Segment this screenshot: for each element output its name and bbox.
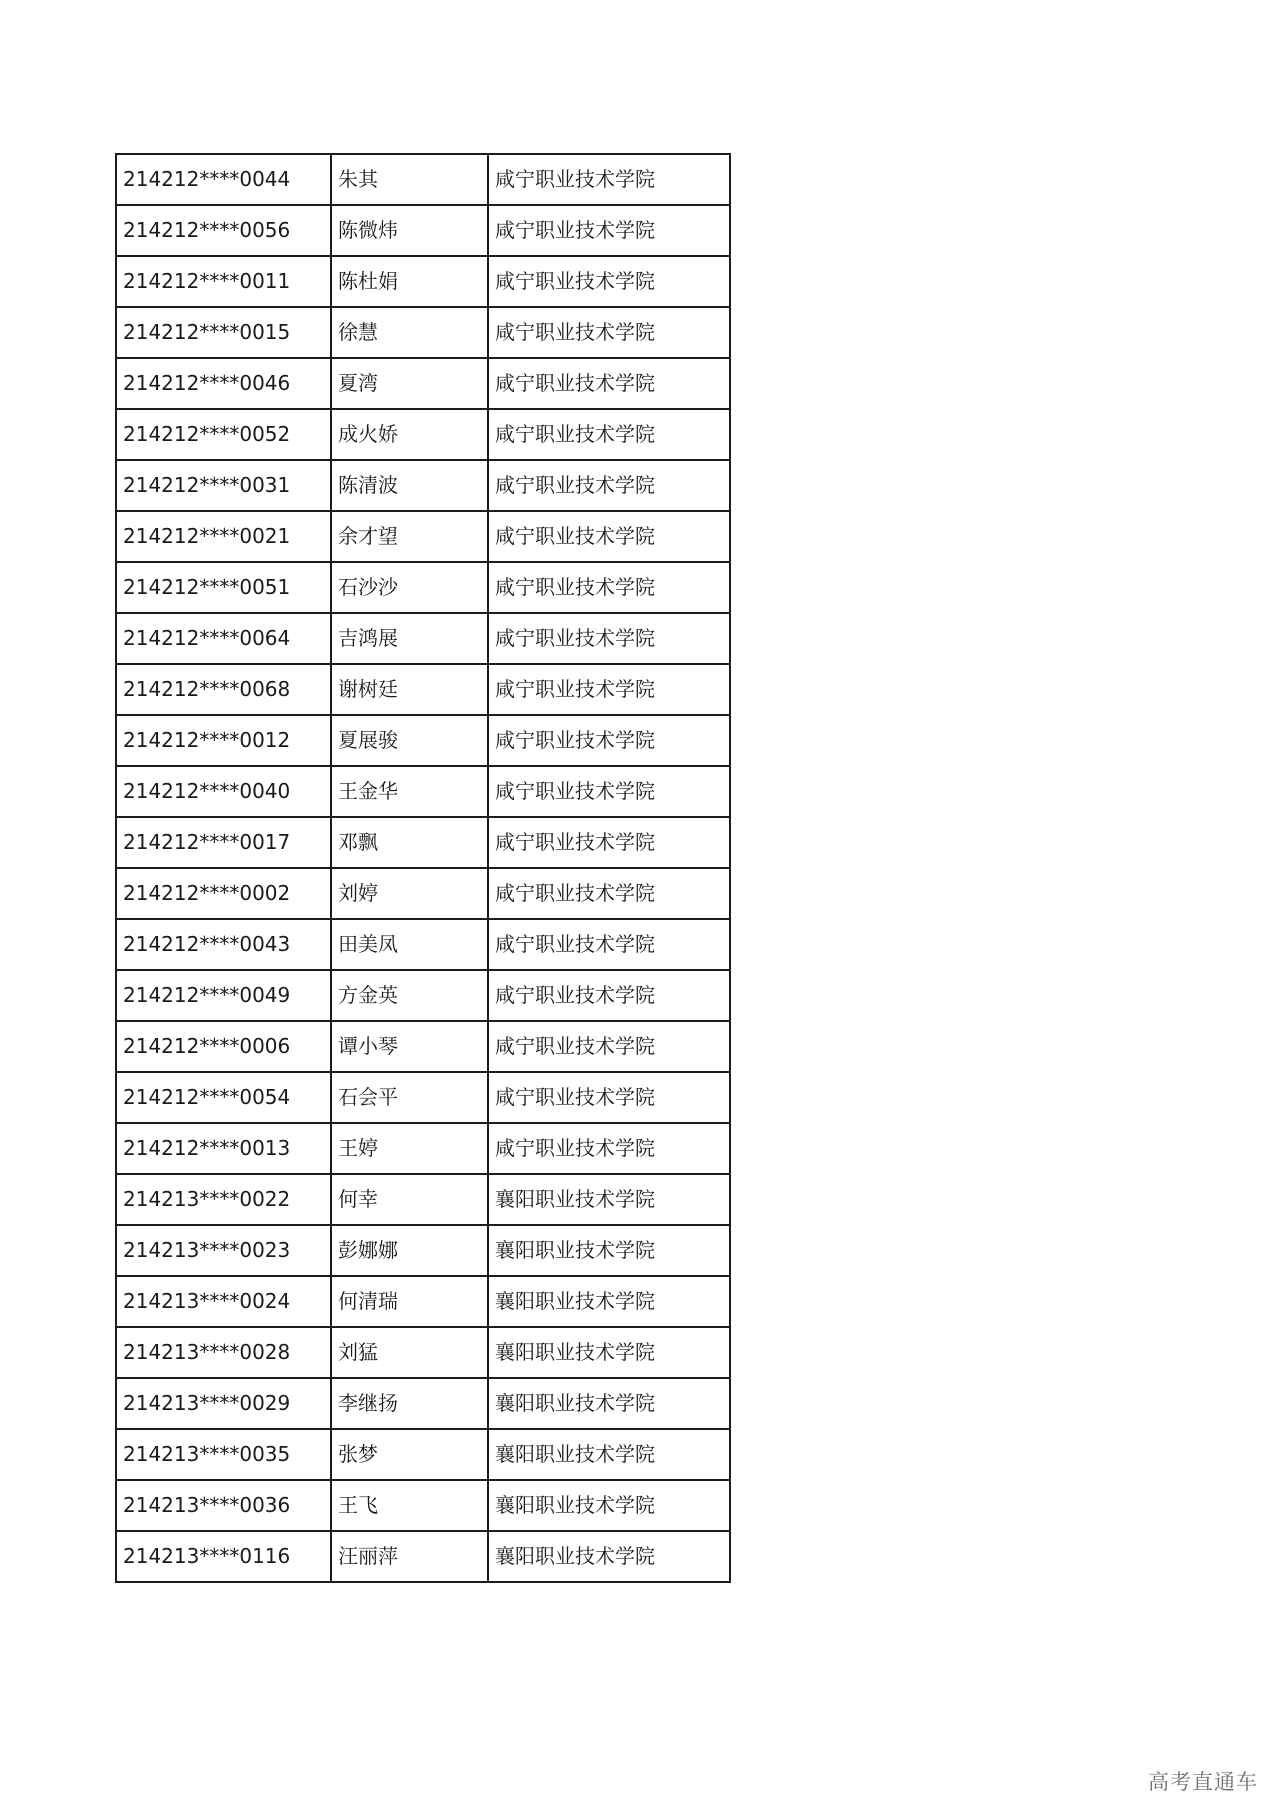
exam-number-cell: 214212****0002 <box>116 868 331 919</box>
exam-number-cell: 214213****0022 <box>116 1174 331 1225</box>
school-name-cell: 咸宁职业技术学院 <box>488 715 730 766</box>
table-row <box>116 919 730 970</box>
table-row <box>116 1276 730 1327</box>
exam-number-cell: 214212****0017 <box>116 817 331 868</box>
exam-number-cell: 214212****0052 <box>116 409 331 460</box>
school-name-cell: 襄阳职业技术学院 <box>488 1327 730 1378</box>
school-name-cell: 咸宁职业技术学院 <box>488 919 730 970</box>
exam-number-cell: 214212****0031 <box>116 460 331 511</box>
admission-list-body <box>116 154 730 1582</box>
student-name-cell: 陈杜娟 <box>331 256 488 307</box>
student-name-cell: 夏湾 <box>331 358 488 409</box>
school-name-cell: 咸宁职业技术学院 <box>488 409 730 460</box>
table-row <box>116 1327 730 1378</box>
school-name-cell: 襄阳职业技术学院 <box>488 1174 730 1225</box>
exam-number-cell: 214212****0051 <box>116 562 331 613</box>
table-row <box>116 766 730 817</box>
exam-number-cell: 214212****0049 <box>116 970 331 1021</box>
student-name-cell: 汪丽萍 <box>331 1531 488 1582</box>
table-row <box>116 511 730 562</box>
exam-number-cell: 214212****0006 <box>116 1021 331 1072</box>
student-name-cell: 田美凤 <box>331 919 488 970</box>
table-row <box>116 664 730 715</box>
exam-number-cell: 214212****0046 <box>116 358 331 409</box>
school-name-cell: 襄阳职业技术学院 <box>488 1378 730 1429</box>
student-name-cell: 王婷 <box>331 1123 488 1174</box>
exam-number-cell: 214213****0036 <box>116 1480 331 1531</box>
school-name-cell: 咸宁职业技术学院 <box>488 256 730 307</box>
table-row <box>116 1429 730 1480</box>
student-name-cell: 张梦 <box>331 1429 488 1480</box>
exam-number-cell: 214212****0040 <box>116 766 331 817</box>
exam-number-cell: 214212****0064 <box>116 613 331 664</box>
table-row <box>116 1378 730 1429</box>
student-name-cell: 李继扬 <box>331 1378 488 1429</box>
student-name-cell: 彭娜娜 <box>331 1225 488 1276</box>
table-row <box>116 1531 730 1582</box>
student-name-cell: 朱其 <box>331 154 488 205</box>
exam-number-cell: 214212****0054 <box>116 1072 331 1123</box>
exam-number-cell: 214212****0043 <box>116 919 331 970</box>
school-name-cell: 襄阳职业技术学院 <box>488 1276 730 1327</box>
student-name-cell: 谭小琴 <box>331 1021 488 1072</box>
table-row <box>116 868 730 919</box>
school-name-cell: 襄阳职业技术学院 <box>488 1225 730 1276</box>
exam-number-cell: 214213****0024 <box>116 1276 331 1327</box>
table-row <box>116 460 730 511</box>
school-name-cell: 咸宁职业技术学院 <box>488 205 730 256</box>
student-name-cell: 邓飘 <box>331 817 488 868</box>
admission-list-table <box>115 153 731 1583</box>
student-name-cell: 夏展骏 <box>331 715 488 766</box>
school-name-cell: 襄阳职业技术学院 <box>488 1429 730 1480</box>
school-name-cell: 咸宁职业技术学院 <box>488 562 730 613</box>
school-name-cell: 咸宁职业技术学院 <box>488 664 730 715</box>
school-name-cell: 咸宁职业技术学院 <box>488 1123 730 1174</box>
table-row <box>116 154 730 205</box>
exam-number-cell: 214213****0029 <box>116 1378 331 1429</box>
table-row <box>116 1174 730 1225</box>
student-name-cell: 石沙沙 <box>331 562 488 613</box>
exam-number-cell: 214212****0068 <box>116 664 331 715</box>
student-name-cell: 王飞 <box>331 1480 488 1531</box>
table-row <box>116 613 730 664</box>
school-name-cell: 咸宁职业技术学院 <box>488 1021 730 1072</box>
student-name-cell: 陈清波 <box>331 460 488 511</box>
student-name-cell: 方金英 <box>331 970 488 1021</box>
exam-number-cell: 214212****0011 <box>116 256 331 307</box>
watermark: 高考直通车 <box>1148 1770 1258 1794</box>
table-row <box>116 256 730 307</box>
school-name-cell: 襄阳职业技术学院 <box>488 1531 730 1582</box>
student-name-cell: 谢树廷 <box>331 664 488 715</box>
exam-number-cell: 214212****0012 <box>116 715 331 766</box>
school-name-cell: 咸宁职业技术学院 <box>488 154 730 205</box>
school-name-cell: 咸宁职业技术学院 <box>488 358 730 409</box>
exam-number-cell: 214212****0044 <box>116 154 331 205</box>
table-row <box>116 1123 730 1174</box>
school-name-cell: 襄阳职业技术学院 <box>488 1480 730 1531</box>
exam-number-cell: 214212****0013 <box>116 1123 331 1174</box>
student-name-cell: 何清瑞 <box>331 1276 488 1327</box>
table-row <box>116 1021 730 1072</box>
exam-number-cell: 214213****0116 <box>116 1531 331 1582</box>
exam-number-cell: 214213****0028 <box>116 1327 331 1378</box>
exam-number-cell: 214213****0023 <box>116 1225 331 1276</box>
student-name-cell: 陈微炜 <box>331 205 488 256</box>
school-name-cell: 咸宁职业技术学院 <box>488 1072 730 1123</box>
student-name-cell: 刘猛 <box>331 1327 488 1378</box>
exam-number-cell: 214213****0035 <box>116 1429 331 1480</box>
student-name-cell: 王金华 <box>331 766 488 817</box>
student-name-cell: 石会平 <box>331 1072 488 1123</box>
table-row <box>116 307 730 358</box>
student-name-cell: 徐慧 <box>331 307 488 358</box>
school-name-cell: 咸宁职业技术学院 <box>488 817 730 868</box>
student-name-cell: 吉鸿展 <box>331 613 488 664</box>
table-row <box>116 205 730 256</box>
school-name-cell: 咸宁职业技术学院 <box>488 307 730 358</box>
table-row <box>116 1225 730 1276</box>
school-name-cell: 咸宁职业技术学院 <box>488 868 730 919</box>
school-name-cell: 咸宁职业技术学院 <box>488 766 730 817</box>
table-row <box>116 562 730 613</box>
school-name-cell: 咸宁职业技术学院 <box>488 613 730 664</box>
table-row <box>116 358 730 409</box>
table-row <box>116 970 730 1021</box>
exam-number-cell: 214212****0021 <box>116 511 331 562</box>
exam-number-cell: 214212****0056 <box>116 205 331 256</box>
school-name-cell: 咸宁职业技术学院 <box>488 970 730 1021</box>
school-name-cell: 咸宁职业技术学院 <box>488 511 730 562</box>
exam-number-cell: 214212****0015 <box>116 307 331 358</box>
table-row <box>116 817 730 868</box>
school-name-cell: 咸宁职业技术学院 <box>488 460 730 511</box>
table-row <box>116 715 730 766</box>
student-name-cell: 成火娇 <box>331 409 488 460</box>
table-row <box>116 1072 730 1123</box>
student-name-cell: 余才望 <box>331 511 488 562</box>
student-name-cell: 何幸 <box>331 1174 488 1225</box>
table-row <box>116 409 730 460</box>
student-name-cell: 刘婷 <box>331 868 488 919</box>
table-row <box>116 1480 730 1531</box>
